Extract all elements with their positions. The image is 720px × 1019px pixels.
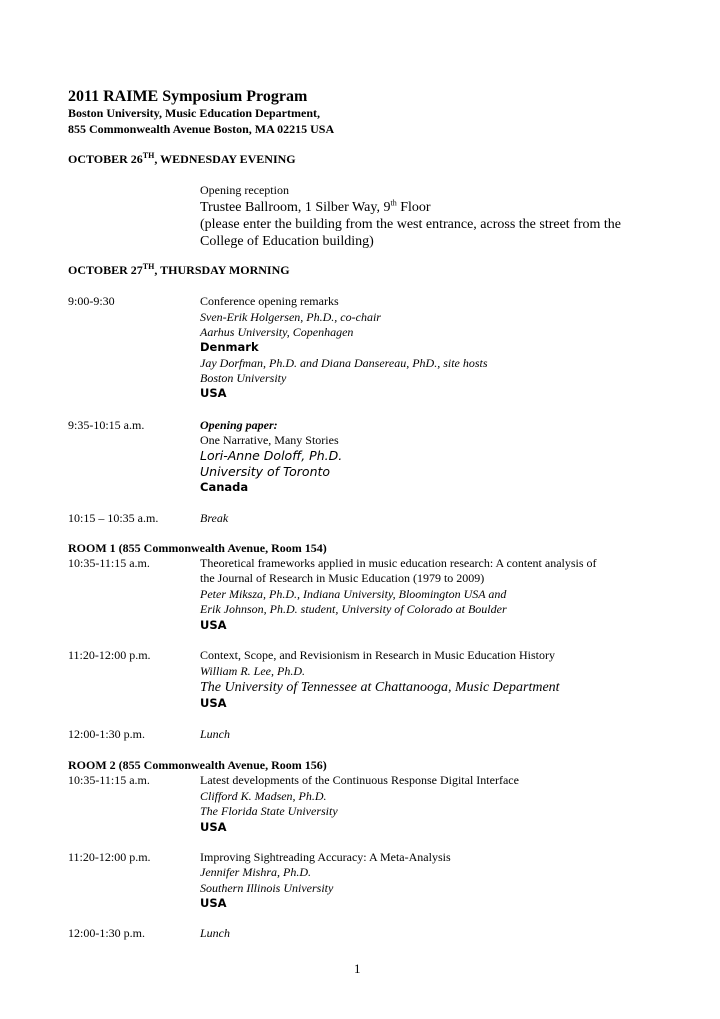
session2-country: Canada [200, 480, 249, 494]
room1-lunch-title: Lunch [200, 727, 230, 741]
room1-a-title-line1: Theoretical frameworks applied in music education research: A content analysis of [200, 556, 597, 570]
room1-a-person1: Peter Miksza, Ph.D., Indiana University, Bloomington USA and [200, 587, 507, 601]
room2-b-person: Jennifer Mishra, Ph.D. [200, 865, 311, 879]
address: 855 Commonwealth Avenue Boston, MA 02215 USA [68, 122, 335, 136]
room2-b-country: USA [200, 896, 227, 910]
session1-person2-country: USA [200, 386, 227, 400]
session1-person1-affiliation: Aarhus University, Copenhagen [200, 325, 354, 339]
room2-b-time: 11:20-12:00 p.m. [68, 850, 151, 864]
break-time: 10:15 – 10:35 a.m. [68, 511, 159, 525]
page-title: 2011 RAIME Symposium Program [68, 88, 308, 105]
room1-a-country: USA [200, 618, 227, 632]
page-number: 1 [354, 961, 361, 976]
session1-title: Conference opening remarks [200, 294, 339, 308]
room1-b-country: USA [200, 696, 227, 710]
room1-a-title-line2: the Journal of Research in Music Education (1979 to 2009) [200, 571, 485, 585]
room1-a-person2: Erik Johnson, Ph.D. student, University of Colorado at Boulder [200, 602, 507, 616]
session2-person: Lori-Anne Doloff, Ph.D. [200, 448, 343, 463]
organization: Boston University, Music Education Department, [68, 106, 320, 120]
room2-b-affiliation: Southern Illinois University [200, 881, 334, 895]
day1-venue: Trustee Ballroom, 1 Silber Way, 9th Floor [200, 198, 431, 215]
room2-heading: ROOM 2 (855 Commonwealth Avenue, Room 156) [68, 758, 327, 772]
room1-b-time: 11:20-12:00 p.m. [68, 648, 151, 662]
session1-person1: Sven-Erik Holgersen, Ph.D., co-chair [200, 310, 381, 324]
session2-title: One Narrative, Many Stories [200, 433, 339, 447]
room1-heading: ROOM 1 (855 Commonwealth Avenue, Room 154) [68, 541, 327, 555]
room2-a-country: USA [200, 820, 227, 834]
session2-affiliation: University of Toronto [200, 464, 331, 479]
room1-b-person: William R. Lee, Ph.D. [200, 664, 305, 678]
room1-b-affiliation: The University of Tennessee at Chattanooga, Music Department [200, 680, 560, 695]
room1-b-title: Context, Scope, and Revisionism in Research in Music Education History [200, 648, 555, 662]
room2-a-time: 10:35-11:15 a.m. [68, 773, 150, 787]
session2-time: 9:35-10:15 a.m. [68, 418, 145, 432]
day1-heading: OCTOBER 26TH, WEDNESDAY EVENING [68, 151, 296, 166]
break-title: Break [200, 511, 229, 525]
session1-person2: Jay Dorfman, Ph.D. and Diana Dansereau, PhD., site hosts [200, 356, 488, 370]
session1-time: 9:00-9:30 [68, 294, 115, 308]
room1-lunch-time: 12:00-1:30 p.m. [68, 727, 145, 741]
room2-a-affiliation: The Florida State University [200, 804, 338, 818]
day1-note-line1: (please enter the building from the west entrance, across the street from the [200, 217, 622, 232]
room2-a-title: Latest developments of the Continuous Response Digital Interface [200, 773, 519, 787]
room2-lunch-title: Lunch [200, 926, 230, 940]
day1-note-line2: College of Education building) [200, 234, 374, 249]
session2-label: Opening paper: [200, 418, 278, 432]
day1-event: Opening reception [200, 183, 289, 197]
room2-b-title: Improving Sightreading Accuracy: A Meta-Analysis [200, 850, 451, 864]
room2-a-person: Clifford K. Madsen, Ph.D. [200, 789, 327, 803]
room2-lunch-time: 12:00-1:30 p.m. [68, 926, 145, 940]
room1-a-time: 10:35-11:15 a.m. [68, 556, 150, 570]
session1-person2-affiliation: Boston University [200, 371, 287, 385]
day2-heading: OCTOBER 27TH, THURSDAY MORNING [68, 262, 290, 277]
session1-person1-country: Denmark [200, 340, 259, 354]
